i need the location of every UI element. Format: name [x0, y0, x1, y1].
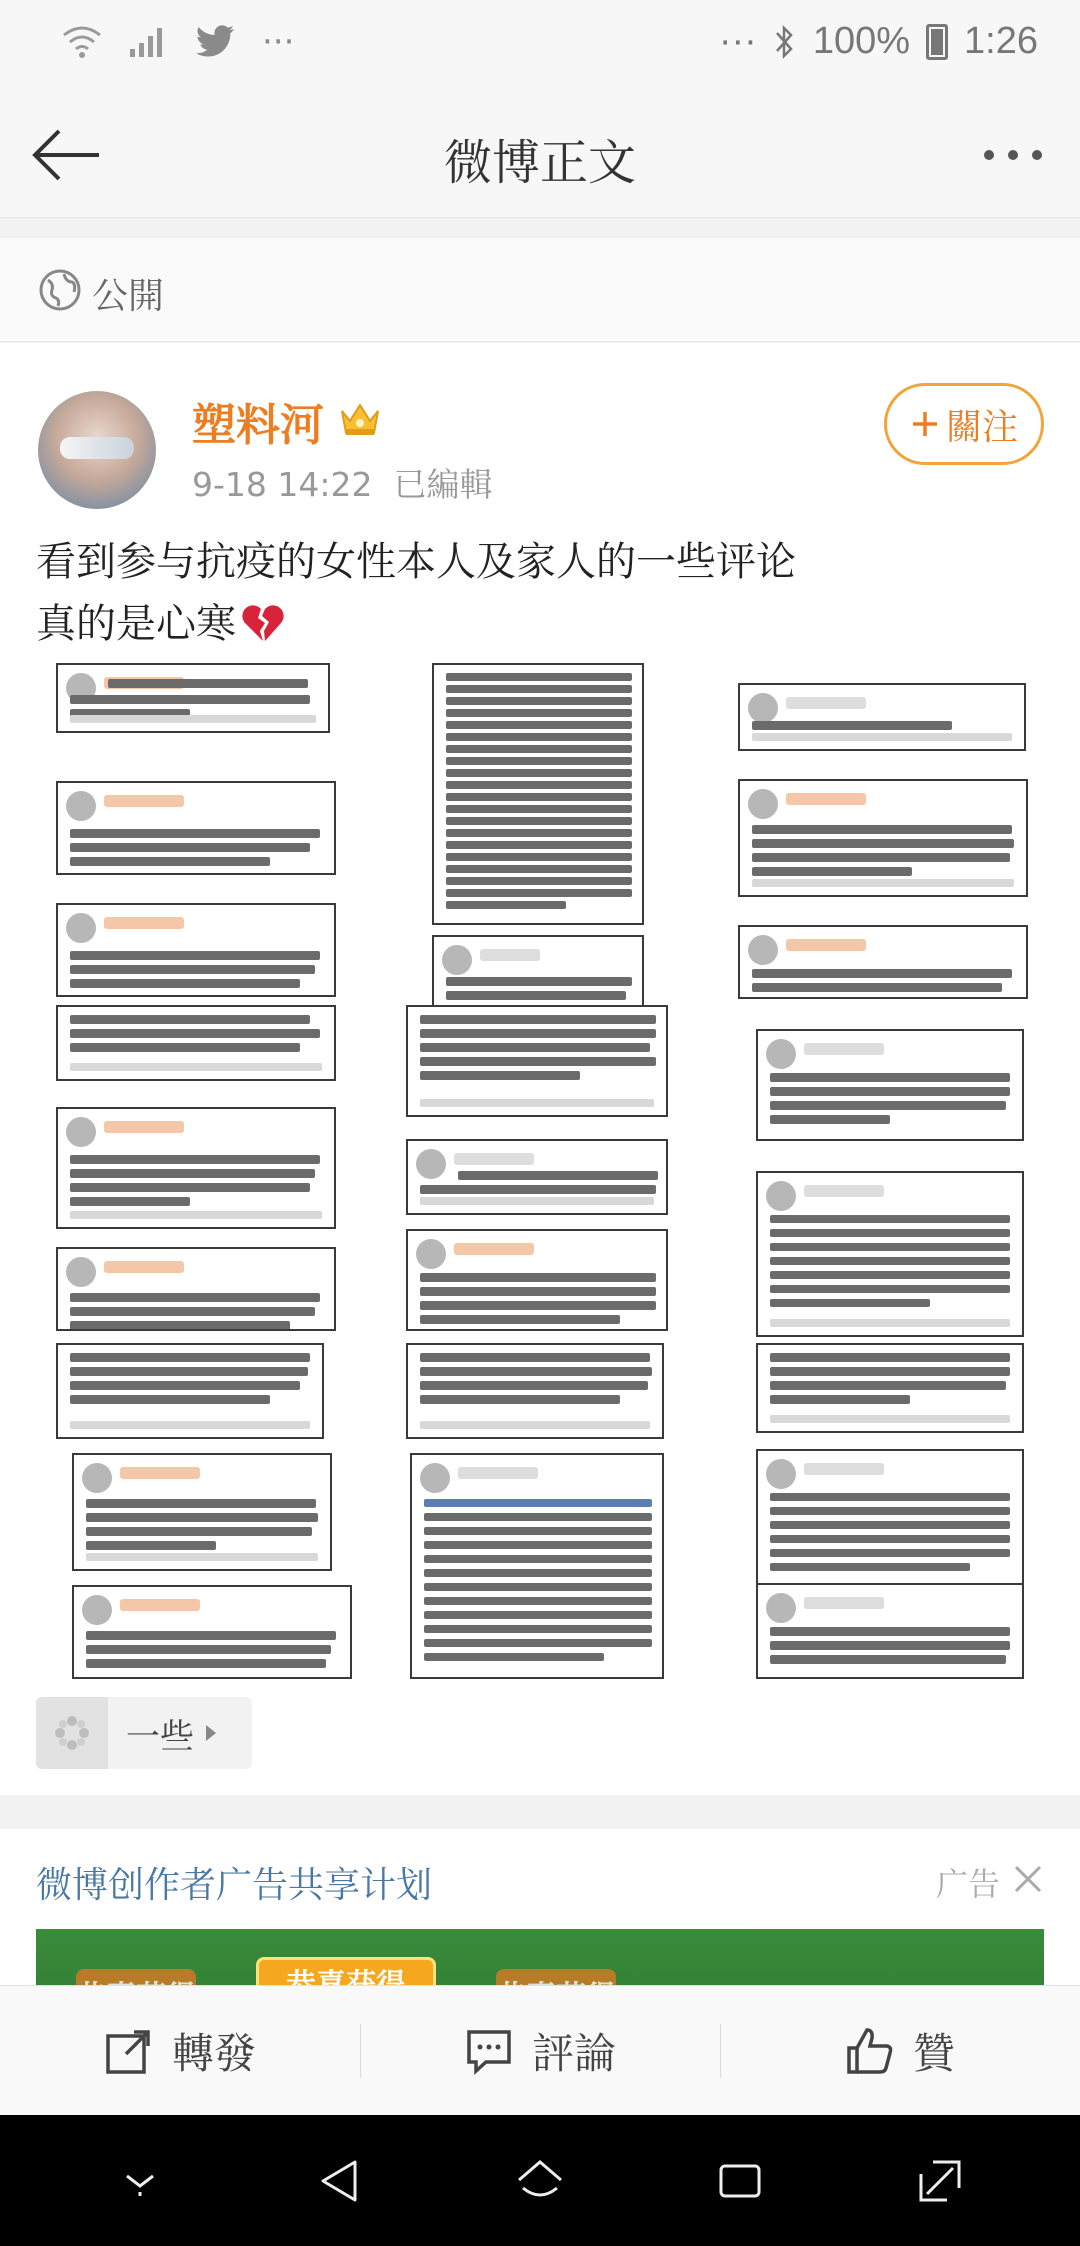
- ad-tag: 广告: [935, 1865, 1000, 1903]
- clock: 1:26: [964, 20, 1038, 62]
- wifi-icon: [62, 25, 102, 59]
- thumbs-up-icon: [845, 2026, 895, 2076]
- status-bar: [0, 0, 1080, 92]
- chevron-down-icon: [113, 2154, 167, 2208]
- comment-screenshot[interactable]: [72, 1585, 352, 1679]
- nav-expand-button[interactable]: [895, 2136, 985, 2226]
- vip-crown-icon: [338, 399, 382, 439]
- repost-icon: [104, 2026, 154, 2076]
- username[interactable]: 塑料河: [192, 400, 324, 451]
- expand-icon: [913, 2154, 967, 2208]
- action-bar: [0, 1985, 1080, 2115]
- comment-screenshot[interactable]: [432, 935, 644, 1009]
- system-nav-bar: [0, 2115, 1080, 2246]
- comment-button[interactable]: [360, 1986, 720, 2115]
- ad-title[interactable]: 微博创作者广告共享计划: [36, 1865, 433, 1906]
- visibility-row: [0, 238, 1080, 342]
- status-more-left: ···: [262, 22, 295, 62]
- comment-screenshot[interactable]: [406, 1005, 668, 1117]
- post-card: [0, 343, 1080, 1795]
- comment-screenshot[interactable]: [56, 663, 330, 733]
- nav-bar: [0, 92, 1080, 218]
- like-button[interactable]: [720, 1986, 1080, 2115]
- post-text-line1: 看到参与抗疫的女性本人及家人的一些评论: [36, 539, 796, 585]
- status-left: [62, 22, 294, 62]
- comment-label: 評論: [531, 2028, 616, 2078]
- topic-chip[interactable]: [36, 1697, 252, 1769]
- twitter-icon: [194, 24, 236, 60]
- plus-icon: [910, 409, 940, 439]
- comment-screenshot[interactable]: [432, 663, 644, 925]
- nav-home-button[interactable]: [495, 2136, 585, 2226]
- comment-screenshot[interactable]: [406, 1139, 668, 1215]
- comment-screenshot[interactable]: [410, 1453, 664, 1679]
- bluetooth-icon: [773, 23, 797, 61]
- home-icon: [513, 2154, 567, 2208]
- comment-screenshot[interactable]: [738, 779, 1028, 897]
- topic-label: 一些: [126, 1716, 194, 1757]
- more-dot-icon: [984, 150, 994, 160]
- comment-screenshot[interactable]: [56, 1343, 324, 1439]
- post-text-line2: 真的是心寒: [36, 601, 236, 647]
- more-options-button[interactable]: [968, 130, 1058, 180]
- comment-screenshot[interactable]: [756, 1583, 1024, 1679]
- post-text: [36, 531, 1046, 655]
- battery-icon: [926, 24, 948, 60]
- like-label: 贊: [912, 2028, 955, 2078]
- comment-icon: [464, 2026, 514, 2076]
- follow-label: 關注: [945, 406, 1018, 448]
- comment-screenshot[interactable]: [56, 1247, 336, 1331]
- comment-screenshot[interactable]: [738, 925, 1028, 999]
- status-right: [719, 20, 1038, 63]
- comment-screenshot[interactable]: [56, 1005, 336, 1081]
- topic-flower-icon: [36, 1697, 108, 1769]
- nav-back-button[interactable]: [295, 2136, 385, 2226]
- nav-recents-button[interactable]: [695, 2136, 785, 2226]
- comment-screenshot[interactable]: [56, 781, 336, 875]
- close-icon[interactable]: [1012, 1863, 1044, 1895]
- comment-screenshot[interactable]: [756, 1029, 1024, 1141]
- more-dot-icon: [1008, 150, 1018, 160]
- recents-icon: [713, 2154, 767, 2208]
- comment-screenshot[interactable]: [406, 1343, 664, 1439]
- comment-screenshot[interactable]: [738, 683, 1026, 751]
- comment-screenshot[interactable]: [56, 903, 336, 997]
- comment-screenshot[interactable]: [406, 1229, 668, 1331]
- globe-icon: [38, 268, 82, 312]
- avatar[interactable]: [38, 391, 156, 509]
- post-timestamp: [192, 459, 492, 506]
- signal-icon: [128, 25, 168, 59]
- repost-button[interactable]: [0, 1986, 360, 2115]
- comment-screenshot[interactable]: [756, 1343, 1024, 1433]
- page-title: 微博正文: [443, 135, 636, 191]
- visibility-label: 公開: [92, 276, 165, 317]
- battery-percent: 100%: [812, 20, 911, 62]
- comment-screenshot[interactable]: [56, 1107, 336, 1229]
- follow-button[interactable]: [884, 383, 1044, 465]
- image-collage[interactable]: [36, 663, 1044, 1679]
- repost-label: 轉發: [171, 2028, 256, 2078]
- avatar-visor: [60, 437, 134, 459]
- more-dot-icon: [1032, 150, 1042, 160]
- back-triangle-icon: [313, 2154, 367, 2208]
- comment-screenshot[interactable]: [756, 1171, 1024, 1337]
- edited-label: 已編輯: [393, 465, 493, 504]
- broken-heart-icon: [240, 601, 286, 643]
- chevron-right-icon: [206, 1725, 216, 1741]
- comment-screenshot[interactable]: [72, 1453, 332, 1571]
- hide-keyboard-button[interactable]: [95, 2136, 185, 2226]
- post-time: 9-18 14:22: [192, 465, 373, 504]
- status-more-right: ···: [718, 20, 757, 62]
